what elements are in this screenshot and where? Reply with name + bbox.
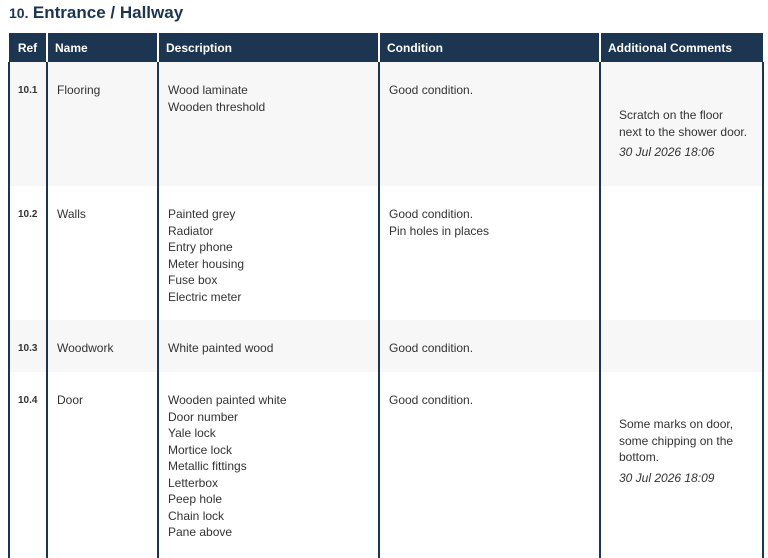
row-comment (600, 62, 763, 186)
comment-line: Some marks on door, (619, 417, 734, 431)
description-line: Meter housing (168, 256, 245, 271)
comment-block (619, 62, 762, 161)
row-name: Door (47, 372, 158, 558)
row-condition (379, 372, 600, 558)
description-line: Metallic fittings (168, 459, 247, 473)
condition-line: Good condition. (389, 207, 474, 221)
section-title: Entrance / Hallway (32, 3, 184, 22)
condition-line: Good condition. (389, 393, 474, 407)
comment-block (619, 372, 762, 486)
condition-line: Pin holes in places (389, 223, 490, 238)
description-line: Radiator (168, 223, 214, 238)
row-ref: 10.4 (9, 372, 47, 558)
section-number: 10. (9, 5, 29, 21)
row-ref: 10.2 (9, 186, 47, 320)
comment-line: bottom. (619, 450, 660, 464)
description-line: Entry phone (168, 240, 233, 254)
header-name: Name (47, 33, 158, 62)
comment-line: Scratch on the floor (619, 108, 724, 122)
table-header-row (9, 33, 763, 62)
row-ref: 10.3 (9, 320, 47, 372)
comment-line: some chipping on the (619, 433, 734, 448)
header-description: Description (158, 33, 379, 62)
row-description (158, 372, 379, 558)
row-description (158, 62, 379, 186)
description-line: Door number (168, 409, 239, 424)
row-comment (600, 372, 763, 558)
header-ref: Ref (9, 33, 47, 62)
row-comment (600, 320, 763, 372)
description-line: Yale lock (168, 426, 216, 440)
row-description (158, 186, 379, 320)
description-line: Letterbox (168, 475, 219, 490)
header-additional-comments: Additional Comments (600, 33, 763, 62)
inspection-table (8, 33, 764, 558)
row-condition (379, 186, 600, 320)
header-condition: Condition (379, 33, 600, 62)
condition-line: Good condition. (389, 83, 474, 97)
description-line: Electric meter (168, 289, 242, 304)
row-condition (379, 320, 600, 372)
comment-timestamp: 30 Jul 2026 18:09 (619, 470, 715, 485)
row-name: Flooring (47, 62, 158, 186)
comment-line: next to the shower door. (619, 124, 748, 139)
comment-timestamp: 30 Jul 2026 18:06 (619, 145, 715, 159)
description-line: Mortice lock (168, 442, 233, 457)
description-line: Pane above (168, 525, 233, 539)
description-line: Painted grey (168, 207, 236, 221)
row-name: Walls (47, 186, 158, 320)
description-line: Wooden threshold (168, 99, 266, 114)
row-ref: 10.1 (9, 62, 47, 186)
condition-line: Good condition. (389, 341, 474, 355)
description-line: Fuse box (168, 273, 218, 287)
section-heading (9, 3, 183, 23)
row-description (158, 320, 379, 372)
table-row-door (9, 372, 763, 558)
row-comment (600, 186, 763, 320)
table-row-flooring (9, 62, 763, 186)
table-row-woodwork (9, 320, 763, 372)
description-line: White painted wood (168, 341, 274, 355)
description-line: Peep hole (168, 492, 223, 506)
row-condition (379, 62, 600, 186)
description-line: Chain lock (168, 508, 225, 523)
row-name: Woodwork (47, 320, 158, 372)
description-line: Wood laminate (168, 83, 248, 97)
description-line: Wooden painted white (168, 393, 287, 407)
table-row-walls (9, 186, 763, 320)
